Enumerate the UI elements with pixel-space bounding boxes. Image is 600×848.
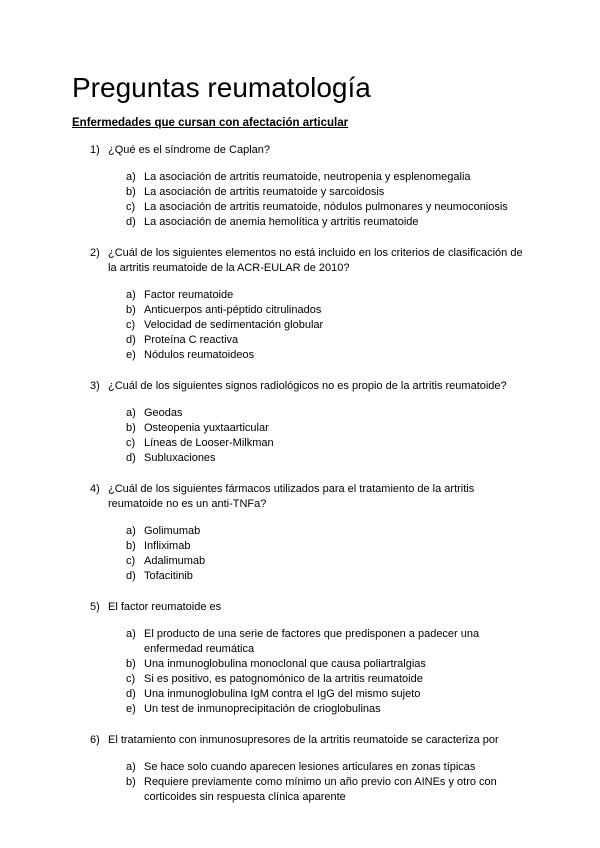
option-item — [0, 451, 600, 466]
option-text: La asociación de artritis reumatoide, nódulos pulmonares y neumoconiosis — [144, 201, 508, 213]
option-item — [0, 185, 600, 200]
option-text: Geodas — [144, 407, 183, 419]
option-text: Requiere previamente como mínimo un año previo con AINEs y otro con corticoides sin respuesta clínica aparente — [144, 776, 497, 803]
option-text: Infliximab — [144, 540, 191, 552]
option-item — [0, 303, 600, 318]
option-item — [0, 627, 600, 657]
option-letter: d) — [126, 570, 136, 582]
option-text: Tofacitinib — [144, 570, 193, 582]
option-text: La asociación de anemia hemolítica y artritis reumatoide — [144, 216, 419, 228]
question-item — [0, 143, 600, 230]
option-letter: b) — [126, 304, 136, 316]
option-text: La asociación de artritis reumatoide y sarcoidosis — [144, 186, 385, 198]
option-letter: d) — [126, 334, 136, 346]
question-text: El factor reumatoide es — [108, 601, 222, 613]
option-item — [0, 170, 600, 185]
option-letter: c) — [126, 201, 136, 213]
option-text: Líneas de Looser-Milkman — [144, 437, 274, 449]
option-item — [0, 702, 600, 717]
option-item — [0, 524, 600, 539]
question-item — [0, 246, 600, 363]
option-text: Anticuerpos anti-péptido citrulinados — [144, 304, 322, 316]
section-heading: Enfermedades que cursan con afectación articular — [72, 117, 349, 129]
option-text: La asociación de artritis reumatoide, neutropenia y esplenomegalia — [144, 171, 471, 183]
question-number: 6) — [90, 734, 100, 746]
option-letter: c) — [126, 673, 136, 685]
option-letter: b) — [126, 776, 136, 788]
option-text: El producto de una serie de factores que predisponen a padecer una enfermedad reumática — [144, 628, 480, 655]
page-title: Preguntas reumatología — [72, 72, 371, 103]
question-number: 1) — [90, 144, 100, 156]
option-list — [0, 170, 600, 230]
option-letter: a) — [126, 171, 136, 183]
option-item — [0, 672, 600, 687]
option-text: Velocidad de sedimentación globular — [144, 319, 324, 331]
option-letter: e) — [126, 349, 136, 361]
option-letter: a) — [126, 525, 136, 537]
option-list — [0, 760, 600, 805]
option-letter: a) — [126, 407, 136, 419]
option-letter: a) — [126, 289, 136, 301]
option-list — [0, 627, 600, 717]
option-item — [0, 760, 600, 775]
option-text: Una inmunoglobulina IgM contra el IgG del mismo sujeto — [144, 688, 421, 700]
option-letter: a) — [126, 628, 136, 640]
option-letter: c) — [126, 319, 136, 331]
option-item — [0, 333, 600, 348]
question-text: ¿Qué es el síndrome de Caplan? — [108, 144, 271, 156]
option-text: Si es positivo, es patognomónico de la artritis reumatoide — [144, 673, 423, 685]
question-item — [0, 482, 600, 584]
question-text: ¿Cuál de los siguientes fármacos utilizados para el tratamiento de la artritis reumatoide no es un anti-TNFa? — [108, 483, 475, 510]
option-item — [0, 554, 600, 569]
question-number: 3) — [90, 380, 100, 392]
option-item — [0, 406, 600, 421]
option-letter: b) — [126, 422, 136, 434]
option-text: Proteína C reactiva — [144, 334, 239, 346]
option-text: Una inmunoglobulina monoclonal que causa poliartralgias — [144, 658, 426, 670]
option-list — [0, 524, 600, 584]
question-item — [0, 733, 600, 805]
option-item — [0, 288, 600, 303]
option-text: Osteopenia yuxtaarticular — [144, 422, 269, 434]
option-letter: e) — [126, 703, 136, 715]
question-item — [0, 600, 600, 717]
option-text: Golimumab — [144, 525, 201, 537]
option-item — [0, 215, 600, 230]
question-number: 2) — [90, 247, 100, 259]
question-text: ¿Cuál de los siguientes signos radiológicos no es propio de la artritis reumatoide? — [108, 380, 507, 392]
option-list — [0, 288, 600, 363]
option-item — [0, 775, 600, 805]
option-letter: b) — [126, 658, 136, 670]
option-item — [0, 657, 600, 672]
question-list — [0, 143, 600, 821]
option-letter: d) — [126, 688, 136, 700]
option-text: Factor reumatoide — [144, 289, 234, 301]
option-text: Subluxaciones — [144, 452, 216, 464]
option-list — [0, 406, 600, 466]
option-text: Un test de inmunoprecipitación de crioglobulinas — [144, 703, 381, 715]
option-item — [0, 200, 600, 215]
option-letter: b) — [126, 540, 136, 552]
option-item — [0, 348, 600, 363]
option-item — [0, 318, 600, 333]
option-text: Nódulos reumatoideos — [144, 349, 255, 361]
option-item — [0, 569, 600, 584]
option-letter: b) — [126, 186, 136, 198]
option-letter: c) — [126, 555, 136, 567]
question-text: ¿Cuál de los siguientes elementos no está incluido en los criterios de clasificación de la artritis reumatoide de la ACR-EULAR de 2010? — [108, 247, 523, 274]
option-item — [0, 421, 600, 436]
question-number: 5) — [90, 601, 100, 613]
option-text: Adalimumab — [144, 555, 206, 567]
question-item — [0, 379, 600, 466]
option-text: Se hace solo cuando aparecen lesiones articulares en zonas típicas — [144, 761, 476, 773]
option-item — [0, 687, 600, 702]
option-item — [0, 436, 600, 451]
option-letter: a) — [126, 761, 136, 773]
question-number: 4) — [90, 483, 100, 495]
option-letter: d) — [126, 452, 136, 464]
option-item — [0, 539, 600, 554]
question-text: El tratamiento con inmunosupresores de la artritis reumatoide se caracteriza por — [108, 734, 499, 746]
option-letter: c) — [126, 437, 136, 449]
option-letter: d) — [126, 216, 136, 228]
